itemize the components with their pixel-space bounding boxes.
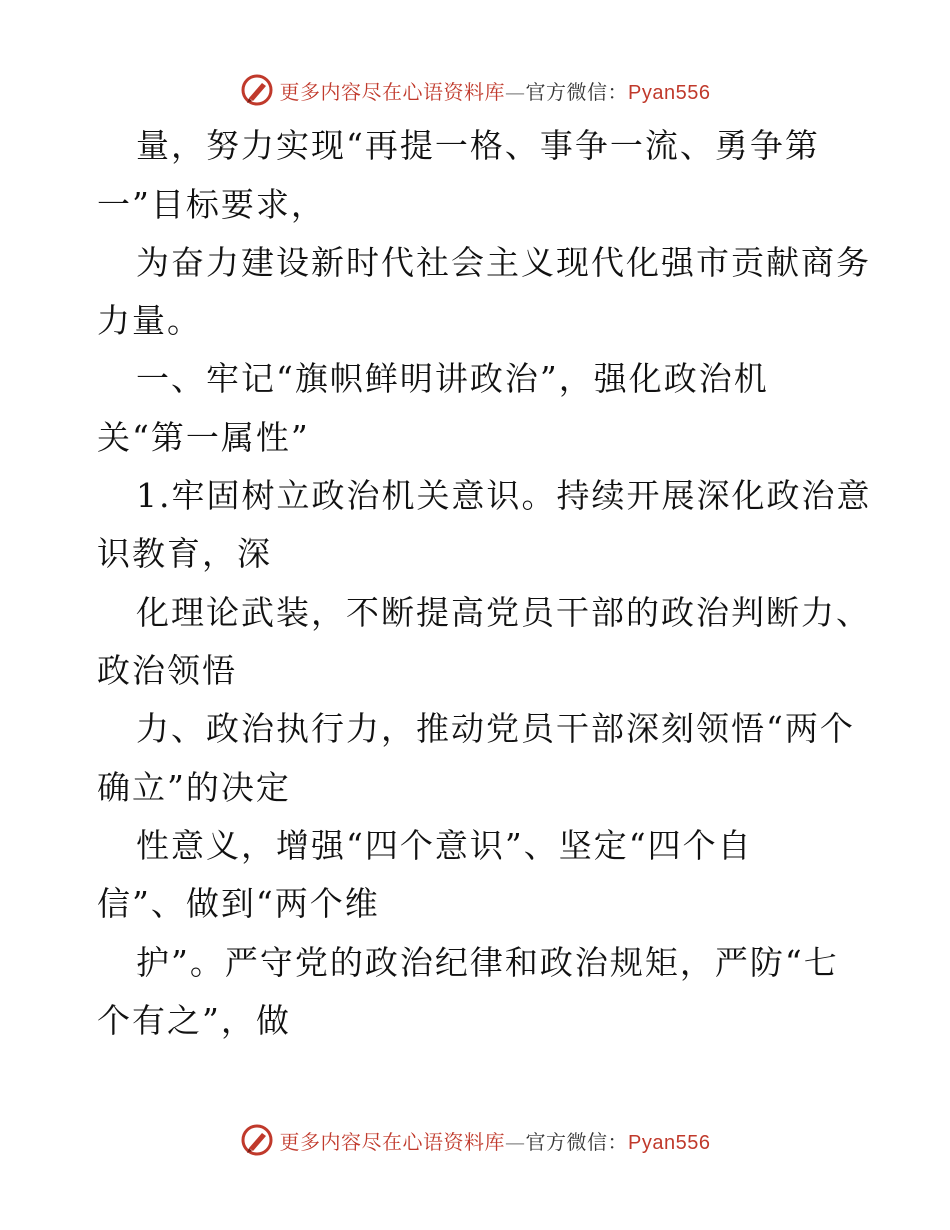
doc-line: 化理论武装，不断提高党员干部的政治判断力、 [136, 593, 871, 632]
header-banner-text [280, 76, 711, 105]
doc-line: 量，努力实现“再提一格、事争一流、勇争第 [136, 126, 820, 165]
doc-line: 为奋力建设新时代社会主义现代化强市贡献商务 [136, 243, 871, 282]
header-site-name: 更多内容尽在心语资料库 [279, 79, 506, 104]
doc-line: 性意义，增强“四个意识”、坚定“四个自 [136, 826, 753, 865]
doc-line: 识教育，深 [97, 534, 272, 573]
pen-logo-icon [240, 73, 274, 107]
footer-site-name: 更多内容尽在心语资料库 [279, 1129, 506, 1154]
header-wechat-label: 官方微信： [525, 79, 629, 104]
doc-line: 政治领悟 [97, 651, 237, 690]
header-dash: — [505, 79, 526, 104]
doc-line: 确立”的决定 [97, 768, 291, 807]
doc-line: 护”。严守党的政治纪律和政治规矩，严防“七 [136, 943, 839, 982]
doc-line: 力、政治执行力，推动党员干部深刻领悟“两个 [136, 709, 855, 748]
header-wechat-id: Pyan556 [628, 81, 711, 104]
doc-line: 关“第一属性” [97, 418, 310, 457]
doc-line: 信”、做到“两个维 [97, 884, 380, 923]
footer-banner-text [280, 1126, 711, 1155]
footer-wechat-id: Pyan556 [628, 1131, 711, 1154]
doc-line: 个有之”，做 [97, 1001, 291, 1040]
footer-wechat-label: 官方微信： [525, 1129, 629, 1154]
doc-line: 一、牢记“旗帜鲜明讲政治”，强化政治机 [136, 359, 769, 398]
doc-line: 1.牢固树立政治机关意识。持续开展深化政治意 [136, 476, 872, 515]
doc-line: 一”目标要求， [97, 185, 326, 224]
footer-dash: — [505, 1129, 526, 1154]
pen-logo-icon [240, 1123, 274, 1157]
doc-line: 力量。 [97, 301, 202, 340]
footer-banner [0, 1120, 950, 1160]
header-banner [0, 70, 950, 110]
